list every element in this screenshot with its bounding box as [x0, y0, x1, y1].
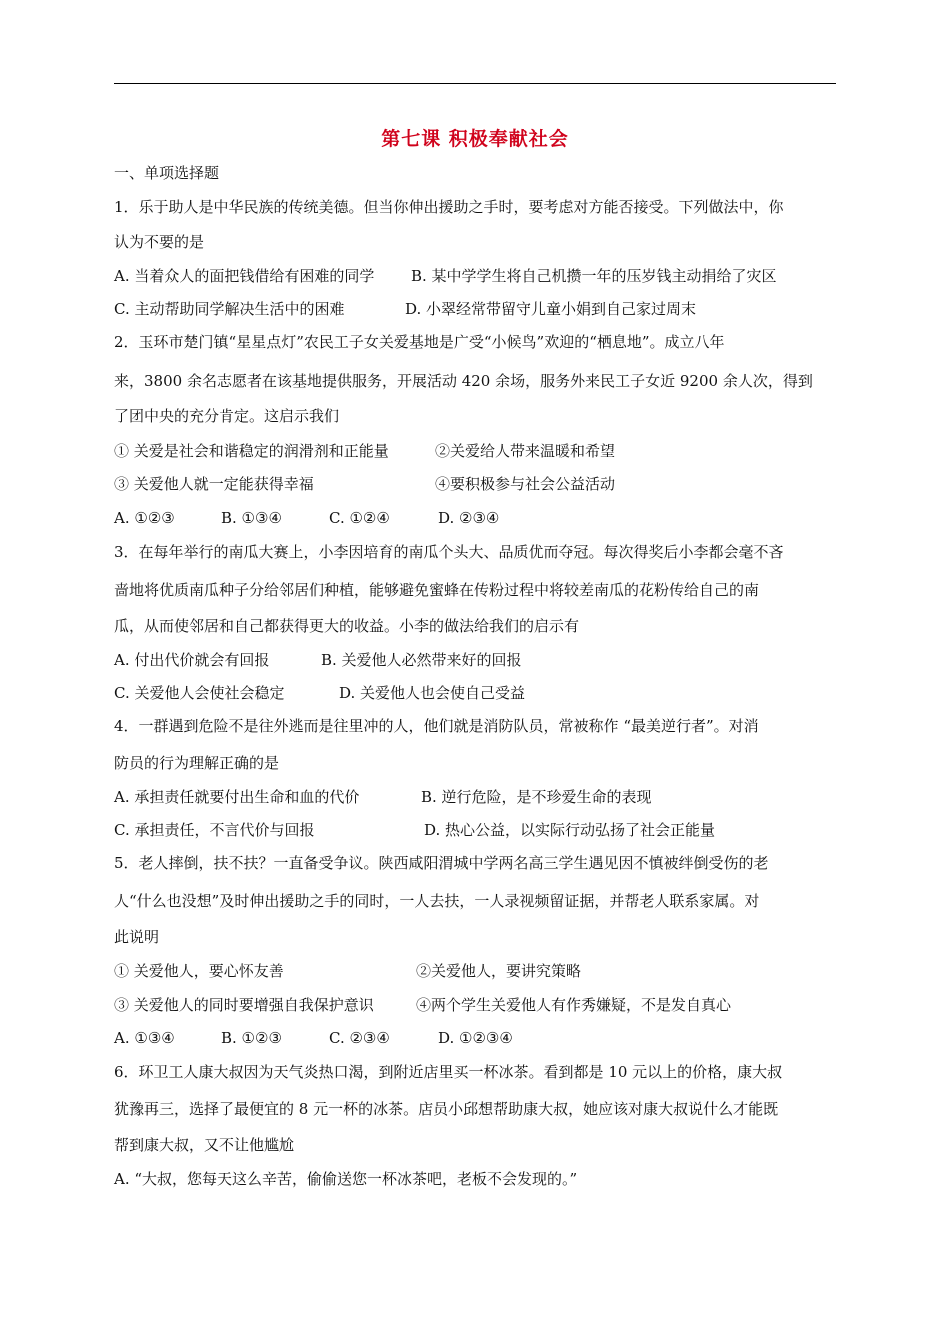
header-rule — [114, 83, 836, 84]
q5-option-a: A. ①③④ — [114, 1029, 175, 1047]
q6-stem-line2: 犹豫再三，选择了最便宜的 8 元一杯的冰茶。店员小邱想帮助康大叔，她应该对康大叔说什么才能既 — [114, 1100, 779, 1118]
q1-stem-line1: 1．乐于助人是中华民族的传统美德。但当你伸出援助之手时，要考虑对方能否接受。下列做法中，你 — [114, 198, 784, 216]
q6-stem-line1: 6．环卫工人康大叔因为天气炎热口渴，到附近店里买一杯冰茶。看到都是 10 元以上的价格，康大叔 — [114, 1063, 783, 1081]
q2-statement-3: ③ 关爱他人就一定能获得幸福 — [114, 475, 314, 493]
q5-statement-3: ③ 关爱他人的同时要增强自我保护意识 — [114, 996, 374, 1014]
q5-statement-1: ① 关爱他人，要心怀友善 — [114, 962, 284, 980]
q2-option-c: C. ①②④ — [329, 509, 390, 527]
q5-option-b: B. ①②③ — [221, 1029, 282, 1047]
q5-stem-line3: 此说明 — [114, 928, 160, 946]
q5-statement-2: ②关爱他人，要讲究策略 — [416, 962, 582, 980]
q2-stem-line2: 来，3800 余名志愿者在该基地提供服务，开展活动 420 余场，服务外来民工子女近 9200 余人次，得到 — [114, 372, 813, 390]
q4-option-d: D. 热心公益，以实际行动弘扬了社会正能量 — [424, 821, 716, 839]
q2-statement-4: ④要积极参与社会公益活动 — [435, 475, 616, 493]
q1-option-c: C. 主动帮助同学解决生活中的困难 — [114, 300, 345, 318]
q3-option-b: B. 关爱他人必然带来好的回报 — [321, 651, 522, 669]
q3-stem-line1: 3．在每年举行的南瓜大赛上，小李因培育的南瓜个头大、品质优而夺冠。每次得奖后小李都会毫不吝 — [114, 543, 784, 561]
q5-statement-4: ④两个学生关爱他人有作秀嫌疑，不是发自真心 — [416, 996, 732, 1014]
page-title: 第七课 积极奉献社会 — [381, 128, 569, 150]
q2-option-b: B. ①③④ — [221, 509, 282, 527]
q2-option-d: D. ②③④ — [438, 509, 500, 527]
q2-statement-1: ① 关爱是社会和谐稳定的润滑剂和正能量 — [114, 442, 389, 460]
q2-option-a: A. ①②③ — [114, 509, 175, 527]
q2-stem-line3: 了团中央的充分肯定。这启示我们 — [114, 407, 340, 425]
q3-option-c: C. 关爱他人会使社会稳定 — [114, 684, 285, 702]
q6-option-a: A. “大叔，您每天这么辛苦，偷偷送您一杯冰茶吧，老板不会发现的。” — [114, 1170, 578, 1188]
q4-option-c: C. 承担责任，不言代价与回报 — [114, 821, 315, 839]
q5-stem-line2: 人“什么也没想”及时伸出援助之手的同时，一人去扶，一人录视频留证据，并帮老人联系家属。对 — [114, 892, 760, 910]
q2-statement-2: ②关爱给人带来温暖和希望 — [435, 442, 616, 460]
q5-option-c: C. ②③④ — [329, 1029, 390, 1047]
q3-option-d: D. 关爱他人也会使自己受益 — [339, 684, 526, 702]
q4-stem-line2: 防员的行为理解正确的是 — [114, 754, 280, 772]
q4-option-a: A. 承担责任就要付出生命和血的代价 — [114, 788, 360, 806]
q1-option-b: B. 某中学学生将自己机攒一年的压岁钱主动捐给了灾区 — [411, 267, 777, 285]
section-heading: 一、单项选择题 — [114, 164, 220, 182]
q4-option-b: B. 逆行危险，是不珍爱生命的表现 — [421, 788, 652, 806]
q5-option-d: D. ①②③④ — [438, 1029, 513, 1047]
q6-stem-line3: 帮到康大叔，又不让他尴尬 — [114, 1136, 295, 1154]
q5-stem-line1: 5．老人摔倒，扶不扶？一直备受争议。陕西咸阳渭城中学两名高三学生遇见因不慎被绊倒受伤的老 — [114, 854, 769, 872]
q3-stem-line3: 瓜，从而使邻居和自己都获得更大的收益。小李的做法给我们的启示有 — [114, 617, 580, 635]
q1-option-a: A. 当着众人的面把钱借给有困难的同学 — [114, 267, 375, 285]
q3-option-a: A. 付出代价就会有回报 — [114, 651, 270, 669]
q2-stem-line1: 2．玉环市楚门镇“星星点灯”农民工子女关爱基地是广受“小候鸟”欢迎的“栖息地”。成立八年 — [114, 333, 725, 351]
q1-stem-line2: 认为不要的是 — [114, 233, 205, 251]
q1-option-d: D. 小翠经常带留守儿童小娟到自己家过周末 — [405, 300, 697, 318]
q4-stem-line1: 4．一群遇到危险不是往外逃而是往里冲的人，他们就是消防队员，常被称作 “最美逆行者”。对消 — [114, 717, 759, 735]
q3-stem-line2: 啬地将优质南瓜种子分给邻居们种植，能够避免蜜蜂在传粉过程中将较差南瓜的花粉传给自己的南 — [114, 581, 760, 599]
